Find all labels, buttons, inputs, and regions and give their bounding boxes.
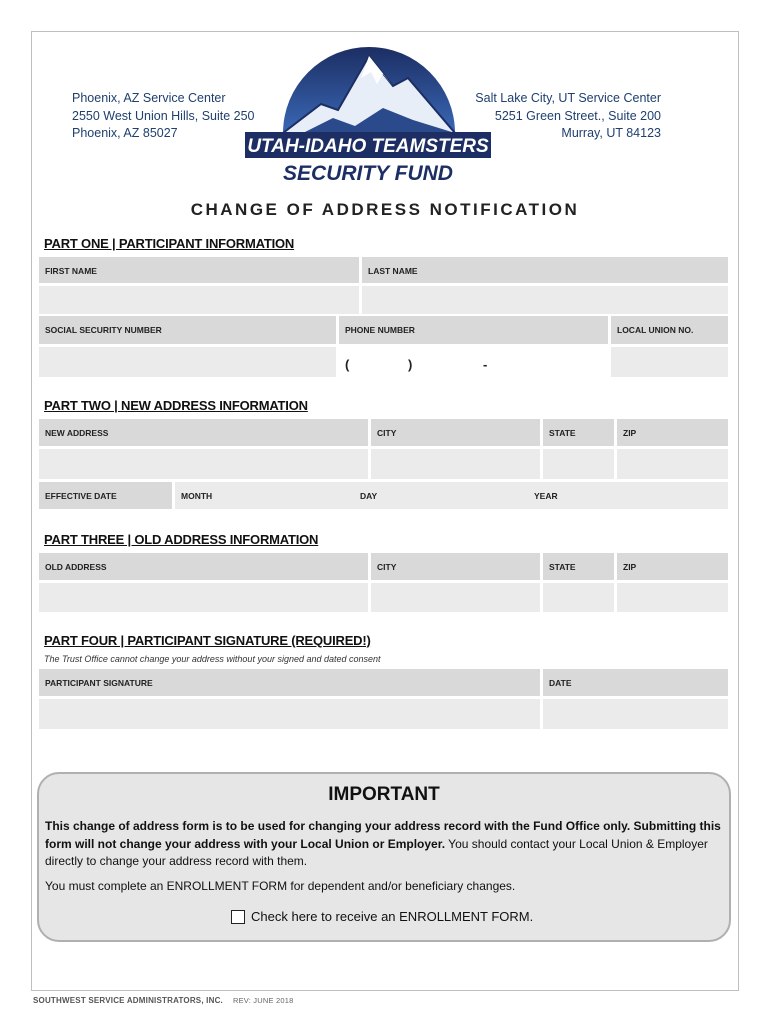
footer-revision: REV: JUNE 2018	[232, 996, 294, 1005]
old-zip-label: ZIP	[617, 553, 728, 580]
footer	[33, 996, 293, 1005]
first-name-label: FIRST NAME	[39, 257, 359, 283]
part-one-heading: PART ONE | PARTICIPANT INFORMATION	[44, 236, 295, 251]
signature-label: PARTICIPANT SIGNATURE	[39, 669, 540, 696]
signature-input[interactable]	[39, 699, 540, 729]
new-state-label: STATE	[543, 419, 614, 446]
address-line: Phoenix, AZ Service Center	[72, 91, 226, 105]
address-line: 2550 West Union Hills, Suite 250	[72, 108, 255, 123]
ssn-input[interactable]	[39, 347, 336, 377]
signature-date-label: DATE	[543, 669, 728, 696]
new-zip-label: ZIP	[617, 419, 728, 446]
important-bold-text: This change of address form is to be used for changing your address record with the Fund Office only. Submitting this form will not change your address with your Local Union or Employer.	[45, 819, 721, 851]
phone-dash: -	[483, 357, 488, 372]
old-city-input[interactable]	[371, 583, 540, 612]
local-union-input[interactable]	[611, 347, 728, 377]
footer-company: SOUTHWEST SERVICE ADMINISTRATORS, INC.	[33, 996, 223, 1005]
new-address-label: NEW ADDRESS	[39, 419, 368, 446]
part-three-heading: PART THREE | OLD ADDRESS INFORMATION	[44, 532, 319, 547]
page-title: CHANGE OF ADDRESS NOTIFICATION	[190, 200, 580, 219]
phone-close-paren: )	[408, 357, 413, 372]
salt-lake-address	[475, 90, 661, 143]
important-rest-text: You should contact your Local Union & Employer directly to change your address record with them.	[45, 836, 708, 868]
day-label: DAY	[360, 491, 378, 501]
enrollment-checkbox-label: Check here to receive an ENROLLMENT FORM.	[251, 909, 534, 924]
last-name-input[interactable]	[362, 286, 728, 314]
old-address-label: OLD ADDRESS	[39, 553, 368, 580]
phone-line-input[interactable]	[492, 350, 602, 374]
new-city-label: CITY	[371, 419, 540, 446]
phoenix-address	[72, 90, 255, 143]
old-state-input[interactable]	[543, 583, 614, 612]
address-line: Salt Lake City, UT Service Center	[475, 91, 661, 105]
old-state-label: STATE	[543, 553, 614, 580]
address-line: Phoenix, AZ 85027	[72, 126, 178, 140]
ssn-label: SOCIAL SECURITY NUMBER	[39, 316, 336, 344]
month-label: MONTH	[181, 491, 213, 501]
signature-date-input[interactable]	[543, 699, 728, 729]
enrollment-checkbox-row[interactable]	[231, 909, 533, 924]
effective-date-label: EFFECTIVE DATE	[39, 482, 172, 509]
year-label: YEAR	[534, 491, 558, 501]
new-address-input[interactable]	[39, 449, 368, 479]
phone-prefix-input[interactable]	[418, 350, 478, 374]
important-box	[37, 772, 731, 942]
fund-logo	[243, 38, 493, 188]
enrollment-checkbox[interactable]	[231, 910, 245, 924]
new-state-input[interactable]	[543, 449, 614, 479]
local-union-label: LOCAL UNION NO.	[611, 316, 728, 344]
part-four-heading: PART FOUR | PARTICIPANT SIGNATURE (REQUIRED!)	[44, 633, 371, 648]
old-address-input[interactable]	[39, 583, 368, 612]
part-two-heading: PART TWO | NEW ADDRESS INFORMATION	[44, 398, 308, 413]
consent-note: The Trust Office cannot change your address without your signed and dated consent	[44, 654, 381, 664]
first-name-input[interactable]	[39, 286, 359, 314]
logo-line2: SECURITY FUND	[283, 162, 453, 185]
important-title: IMPORTANT	[328, 784, 440, 805]
old-city-label: CITY	[371, 553, 540, 580]
address-line: Murray, UT 84123	[561, 126, 661, 140]
last-name-label: LAST NAME	[362, 257, 728, 283]
important-paragraph	[45, 818, 721, 871]
effective-date-row[interactable]	[175, 482, 728, 509]
logo-line1: UTAH-IDAHO TEAMSTERS	[247, 136, 489, 157]
phone-area-code-input[interactable]	[356, 350, 404, 374]
new-city-input[interactable]	[371, 449, 540, 479]
phone-label: PHONE NUMBER	[339, 316, 608, 344]
new-zip-input[interactable]	[617, 449, 728, 479]
enrollment-note: You must complete an ENROLLMENT FORM for dependent and/or beneficiary changes.	[45, 879, 516, 893]
phone-open-paren: (	[345, 357, 350, 372]
old-zip-input[interactable]	[617, 583, 728, 612]
address-line: 5251 Green Street., Suite 200	[494, 108, 661, 123]
